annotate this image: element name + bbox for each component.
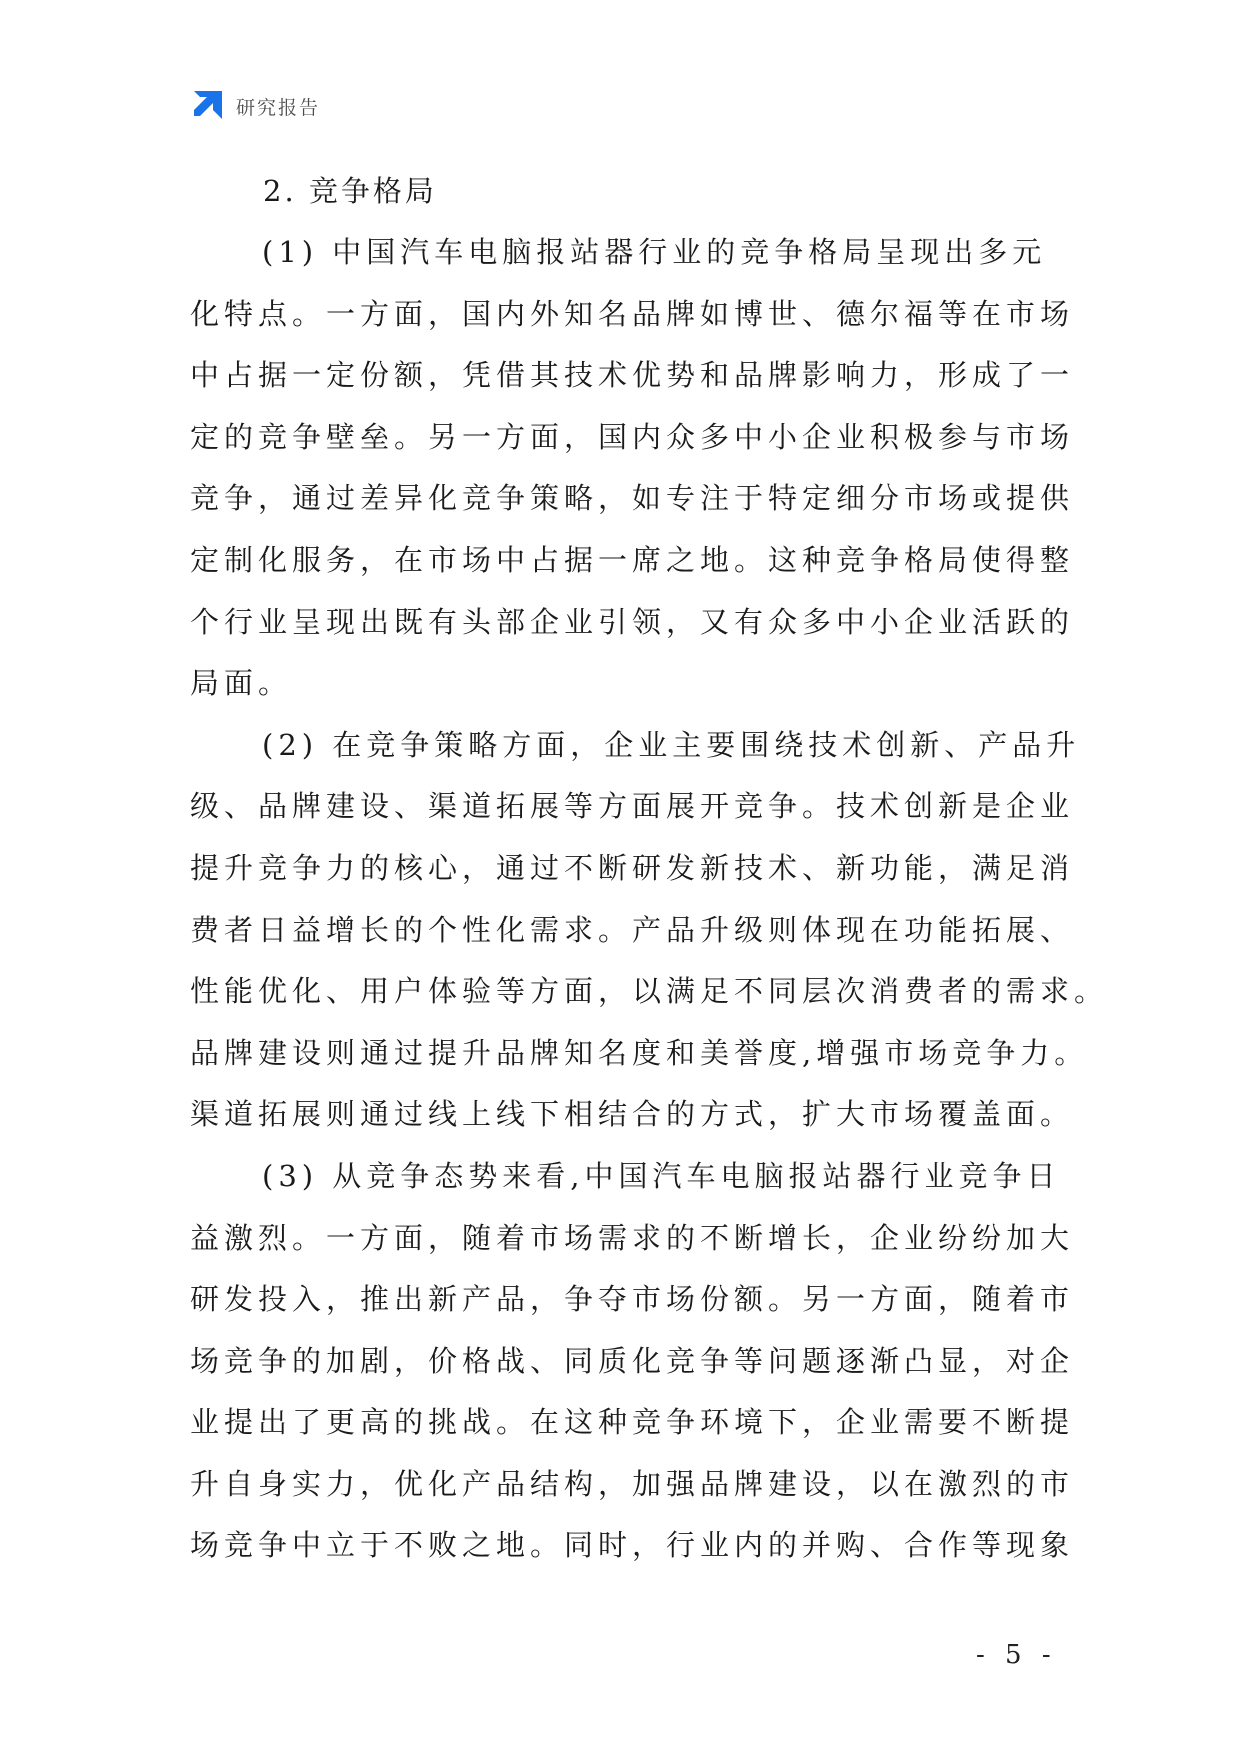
text-line: (3) 从竞争态势来看,中国汽车电脑报站器行业竞争日 xyxy=(262,1158,1061,1193)
text-line: 个行业呈现出既有头部企业引领，又有众多中小企业活跃的 xyxy=(190,604,1075,639)
text-line: 品牌建设则通过提升品牌知名度和美誉度,增强市场竞争力。 xyxy=(190,1035,1089,1070)
text-line: 提升竞争力的核心，通过不断研发新技术、新功能，满足消 xyxy=(190,850,1075,885)
text-line: 渠道拓展则通过线上线下相结合的方式，扩大市场覆盖面。 xyxy=(190,1097,1075,1132)
arrow-up-right-icon xyxy=(190,89,224,123)
text-line: 级、品牌建设、渠道拓展等方面展开竞争。技术创新是企业 xyxy=(190,789,1075,824)
text-line: 性能优化、用户体验等方面，以满足不同层次消费者的需求。 xyxy=(190,974,1109,1009)
text-line: 费者日益增长的个性化需求。产品升级则体现在功能拓展、 xyxy=(190,912,1075,947)
text-line: 竞争，通过差异化竞争策略，如专注于特定细分市场或提供 xyxy=(190,481,1075,516)
text-line: 研发投入，推出新产品，争夺市场份额。另一方面，随着市 xyxy=(190,1282,1075,1317)
text-line: 升自身实力，优化产品结构，加强品牌建设，以在激烈的市 xyxy=(190,1466,1075,1501)
paragraph-2 xyxy=(190,715,1109,1146)
text-line: 益激烈。一方面，随着市场需求的不断增长，企业纷纷加大 xyxy=(190,1220,1075,1255)
text-line: 局面。 xyxy=(190,666,293,701)
section-title: 2. 竞争格局 xyxy=(263,174,437,208)
report-header xyxy=(190,88,320,124)
text-line: (2) 在竞争策略方面，企业主要围绕技术创新、产品升 xyxy=(262,727,1081,762)
text-line: (1) 中国汽车电脑报站器行业的竞争格局呈现出多元 xyxy=(262,235,1047,269)
text-line: 化特点。一方面，国内外知名品牌如博世、德尔福等在市场 xyxy=(190,296,1075,331)
text-line: 定的竞争壁垒。另一方面，国内众多中小企业积极参与市场 xyxy=(190,419,1075,454)
text-line: 场竞争中立于不败之地。同时，行业内的并购、合作等现象 xyxy=(190,1528,1075,1563)
paragraph-1 xyxy=(190,222,1075,715)
text-line: 场竞争的加剧，价格战、同质化竞争等问题逐渐凸显，对企 xyxy=(190,1343,1075,1378)
paragraph-3 xyxy=(190,1146,1075,1577)
header-title: 研究报告 xyxy=(236,96,321,119)
document-body xyxy=(190,160,1109,1577)
text-line: 业提出了更高的挑战。在这种竞争环境下，企业需要不断提 xyxy=(190,1405,1075,1440)
page-number: - 5 - xyxy=(976,1640,1057,1670)
text-line: 定制化服务，在市场中占据一席之地。这种竞争格局使得整 xyxy=(190,542,1075,577)
text-line: 中占据一定份额，凭借其技术优势和品牌影响力，形成了一 xyxy=(190,358,1075,393)
